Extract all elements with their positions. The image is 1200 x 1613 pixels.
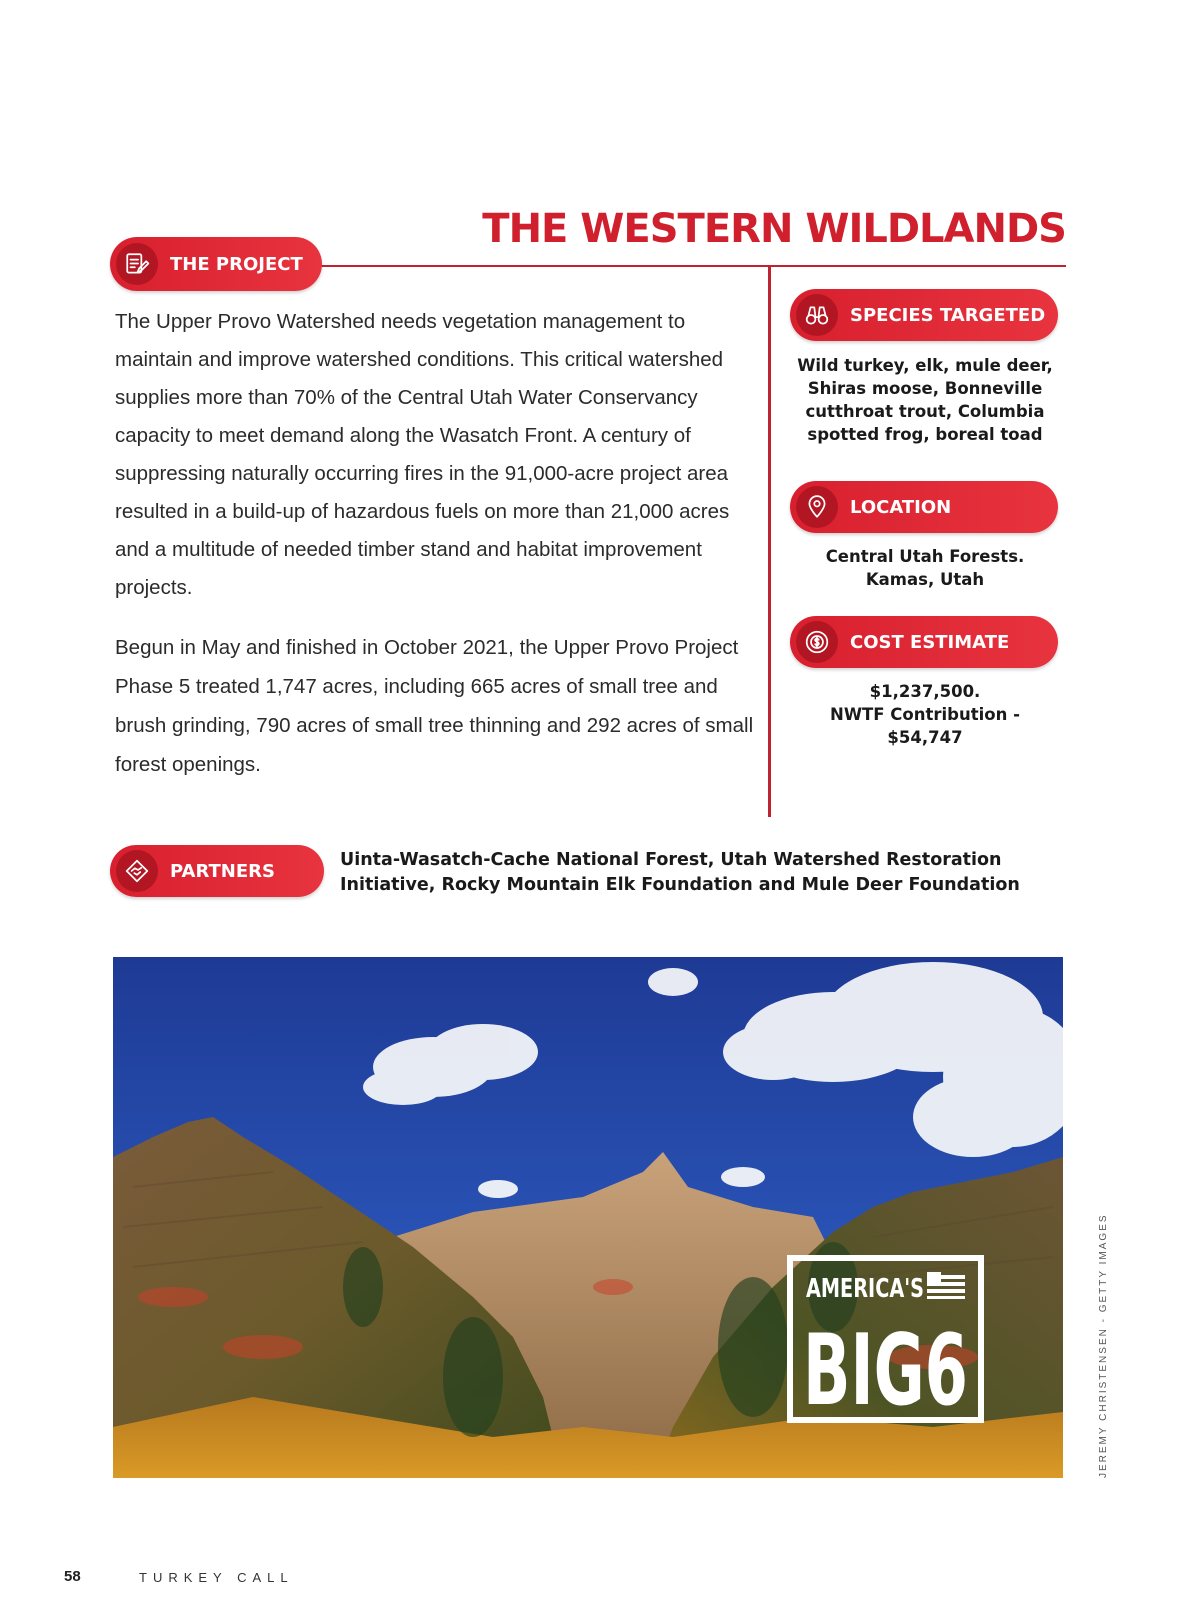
species-label: SPECIES TARGETED	[850, 304, 1046, 326]
project-paragraph-2: Begun in May and finished in October 2021, the Upper Provo Project Phase 5 treated 1,747 acres, including 665 acres of small tree and brush grinding, 790 acres of small tree thinning and 292 acres of small forest openings.	[115, 636, 754, 776]
location-label: LOCATION	[850, 496, 952, 518]
location-line-2: Kamas, Utah	[865, 570, 985, 589]
map-pin-icon	[796, 486, 838, 528]
americas-big6-badge	[790, 1258, 981, 1428]
page-title: THE WESTERN WILDLANDS	[482, 206, 1066, 252]
mountain-photo	[113, 957, 1063, 1478]
project-pill	[110, 237, 322, 291]
cost-line-1: $1,237,500.	[869, 682, 981, 701]
puzzle-handshake-icon	[116, 850, 158, 892]
header-rule	[300, 265, 1066, 267]
partners-text: Uinta-Wasatch-Cache National Forest, Utah Watershed Restoration Initiative, Rocky Mountain Elk Foundation and Mule Deer Foundation	[340, 850, 1020, 895]
dollar-circle-icon	[796, 621, 838, 663]
badge-line-1: AMERICA'S	[806, 1274, 924, 1304]
cost-pill	[790, 616, 1058, 668]
column-divider	[768, 265, 771, 817]
partners-pill	[110, 845, 324, 897]
species-pill	[790, 289, 1058, 341]
badge-line-2: BIG6	[803, 1314, 968, 1428]
cost-line-2: NWTF Contribution -	[830, 705, 1020, 724]
location-line-1: Central Utah Forests.	[825, 547, 1025, 566]
cost-text	[790, 680, 1060, 749]
project-label: THE PROJECT	[170, 253, 303, 275]
location-text	[790, 545, 1060, 591]
location-pill	[790, 481, 1058, 533]
document-pen-icon	[116, 243, 158, 285]
species-text: Wild turkey, elk, mule deer, Shiras moose, Bonneville cutthroat trout, Columbia spotted frog, boreal toad	[797, 356, 1053, 444]
cost-line-3: $54,747	[887, 728, 963, 747]
page-number: 58	[64, 1568, 81, 1585]
publication-name: TURKEY CALL	[139, 1570, 294, 1585]
partners-label: PARTNERS	[170, 860, 275, 882]
photo-credit: JEREMY CHRISTENSEN - GETTY IMAGES	[1098, 1213, 1109, 1478]
cost-label: COST ESTIMATE	[850, 631, 1010, 653]
binoculars-icon	[796, 294, 838, 336]
project-paragraph-1: The Upper Provo Watershed needs vegetation management to maintain and improve watershed conditions. This critical watershed supplies more than 70% of the Central Utah Water Conservancy capacity to meet demand along the Wasatch Front. A century of suppressing naturally occurring fires in the 91,000-acre project area resulted in a build-up of hazardous fuels on more than 21,000 acres and a multitude of needed timber stand and habitat improvement projects.	[115, 310, 730, 599]
